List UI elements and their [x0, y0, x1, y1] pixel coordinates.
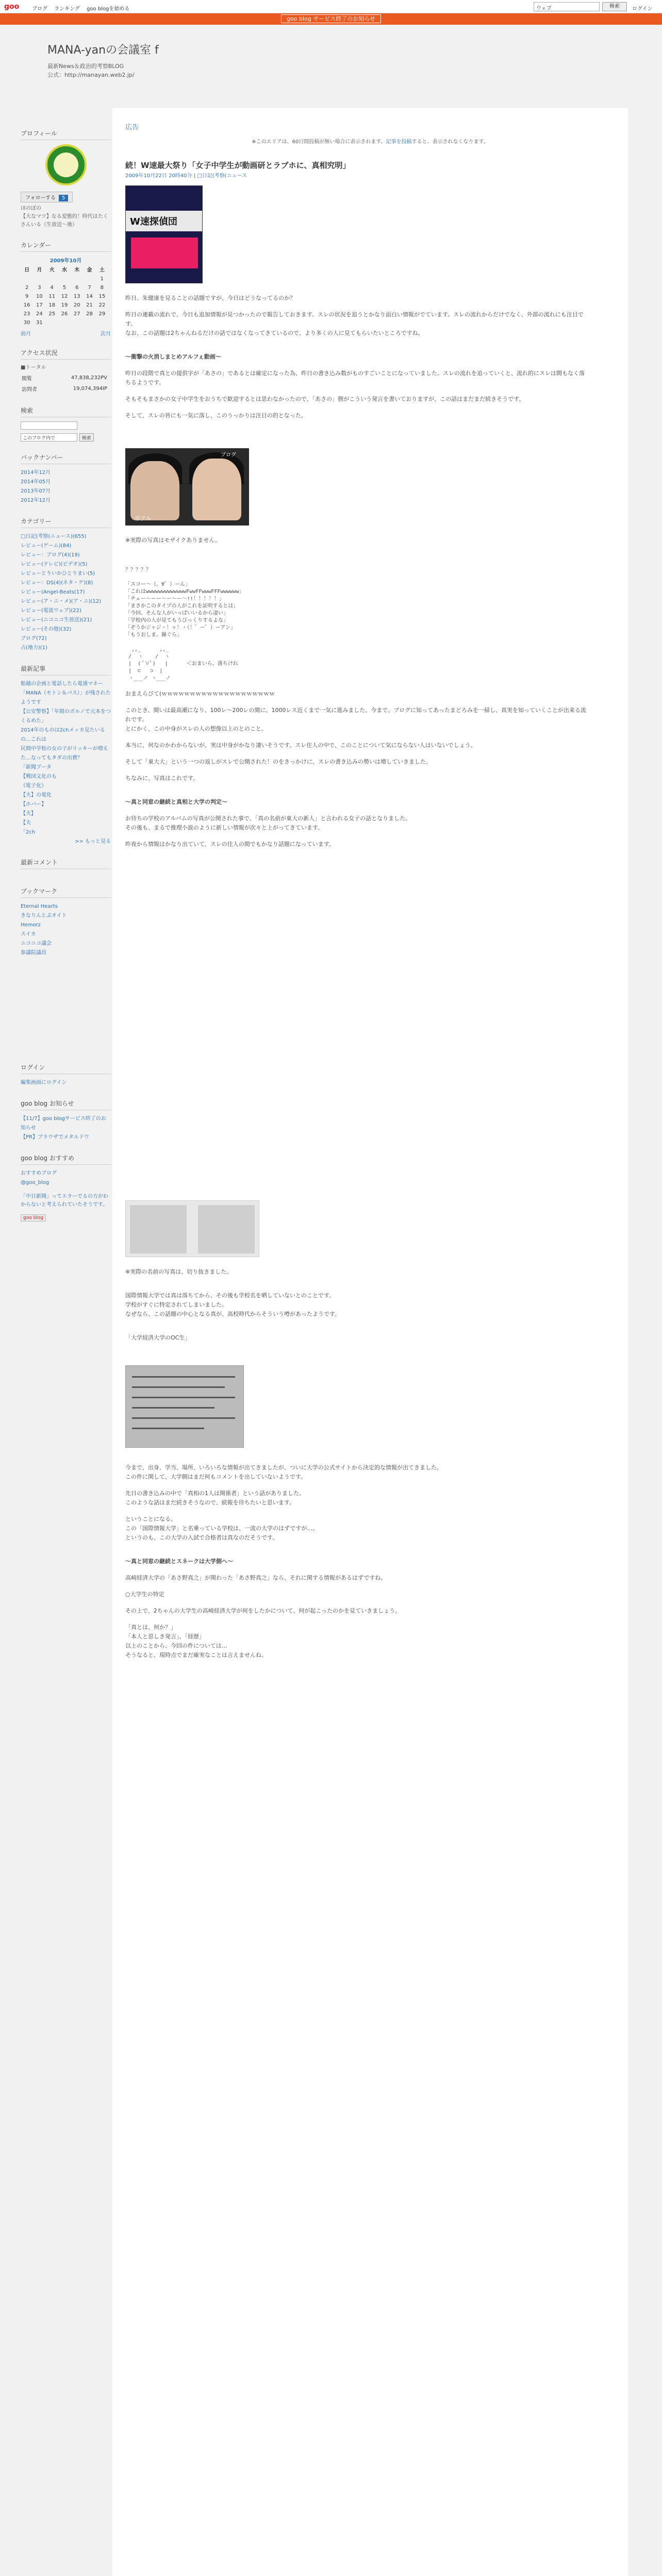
- calendar-weekday: 土: [99, 267, 105, 273]
- post-article-link[interactable]: 記事を投稿: [386, 139, 412, 145]
- paragraph: とにかく、この中身がスレの人の想像以上のとのこと。: [125, 725, 267, 732]
- paragraph: お待ちの学校のアルバムの写真が公開された事で、「真の名前が東大の新人」と言われる女子の話となりました。: [125, 815, 411, 822]
- calendar-weekday: 月: [37, 267, 42, 273]
- student-photos: [125, 1200, 259, 1257]
- calendar-day[interactable]: 26: [61, 311, 68, 317]
- calendar-weekday: 水: [61, 267, 67, 273]
- paragraph: この件に関して、大学側はまだ何もコメントを出していないようです。: [125, 1473, 306, 1480]
- category-link[interactable]: レビュー(テレビ)(ビデオ)(5): [21, 562, 88, 567]
- paragraph: この「国際情報大学」と名乗っている学校は、一流の大学のはずですが…。: [125, 1525, 319, 1532]
- ascii-art-reactions: ？？？？？ 「スコー～（。∀゜）ーん」 「これはwwwwwwwwwwwwwFwwFFwwwFFFwwwwww」 「チェー～ーー～ー～ー～!!！！！！！」 「まさかこのタイプの人がこれを証明するとは」 「今回、そんな人がいっぱいいるから凄い」 「学校内の人が見てもうびっくりするよな」 「ぞうかジャジ・！ャ！・（！゜ー゜）ーアン」 「もうおしま。鐘ぐら」: [125, 567, 244, 638]
- photo-note: ※実際の写真はモザイクありません。: [125, 537, 221, 544]
- photo-note: ※実際の名前の写真は、切り抜きました。: [125, 1268, 233, 1275]
- category-link[interactable]: レビュー：ブログ(4)(19): [21, 552, 80, 558]
- doc-caption: 「大学経済大学のOC生」: [125, 1334, 191, 1341]
- calendar-day[interactable]: 20: [73, 302, 80, 308]
- section-heading: 〜真と同窓の継続と真相と大学の判定〜: [125, 799, 227, 805]
- paragraph: 本当に、何なのかわからないが、実は中身がかなり凄いそうです。スレ住人の中で、このことについて気にならない人はいないでしょう。: [125, 742, 476, 749]
- top-login-link[interactable]: ログイン: [632, 6, 653, 12]
- calendar-day: [33, 275, 45, 283]
- recent-link[interactable]: 「新聞ブータ: [21, 765, 52, 770]
- category-link[interactable]: 占(地力)(1): [21, 645, 47, 651]
- calendar-day[interactable]: 3: [38, 285, 41, 291]
- paragraph: 今まで、出身、学当、場所、いろいろな情報が出てきましたが、ついに大学の公式サイトから決定的な情報が出てきました。: [125, 1464, 443, 1471]
- goo-blog-badge[interactable]: goo blog: [21, 1214, 46, 1222]
- category-link[interactable]: レビュー(ニコニコ生放送)(21): [21, 617, 92, 623]
- paragraph: 高崎経済大学の「あさ野真之」が関わった「あさ野真之」なら、それに関する情報があるはずですね。: [125, 1574, 387, 1581]
- calendar-day[interactable]: 1: [100, 276, 104, 282]
- search-scope-select[interactable]: このブログ内で: [21, 433, 77, 442]
- backnumber-link[interactable]: 2012年12月: [21, 498, 51, 503]
- calendar-day[interactable]: 4: [50, 285, 54, 291]
- access-row: [22, 384, 107, 394]
- search-heading: 検索: [21, 404, 111, 417]
- calendar-day[interactable]: 28: [86, 311, 93, 317]
- calendar-day[interactable]: 29: [98, 311, 106, 317]
- calendar-day[interactable]: 31: [36, 320, 43, 326]
- calendar-day[interactable]: 25: [48, 311, 56, 317]
- calendar-week: [21, 310, 108, 318]
- paragraph: その後も、まるで推理小説のように新しい情報が次々と上がってきています。: [125, 824, 324, 831]
- category-link[interactable]: ブログ(72): [21, 636, 47, 641]
- calendar-day[interactable]: 11: [48, 294, 56, 299]
- access-table: [21, 372, 108, 395]
- calendar-day[interactable]: 9: [25, 294, 29, 299]
- recent-link[interactable]: 「2ch: [21, 829, 36, 835]
- access-total-label: ■トータル: [21, 365, 46, 370]
- recent-link[interactable]: 【夫: [21, 820, 31, 826]
- access-row: [22, 373, 107, 383]
- ad-note-suffix: すると、表示されなくなります。: [411, 139, 489, 145]
- more-link[interactable]: >> もっと見る: [75, 839, 111, 844]
- calendar-weekday: 金: [87, 267, 92, 273]
- bookmark-link[interactable]: きなりんとぷオイト: [21, 913, 67, 919]
- paragraph: そもそもまさかの女子中学生をおうちで歓迎するとは思わなかったので、「あさの」側がこういう発言を書いておりますが、この話はまだまだ続きそうです。: [125, 396, 525, 402]
- paragraph: 以上のことから、今回の件については…: [125, 1642, 227, 1649]
- document-image: [125, 1365, 244, 1448]
- profile-avatar[interactable]: [45, 144, 87, 185]
- paragraph: 先日の書き込みの中で「真相の1人は関係者」という話がありました。: [125, 1490, 305, 1497]
- calendar-day: [83, 275, 95, 283]
- paragraph: そして「東大大」という一つの返しがスレで公開された！のをきっかけに、スレの書き込みの勢いは増していきました。: [125, 758, 432, 765]
- paragraph: ちなみに、写真はこれです。: [125, 775, 199, 782]
- follow-button[interactable]: [21, 192, 73, 202]
- entry-body-2: [125, 536, 589, 849]
- calendar-day[interactable]: 21: [86, 302, 93, 308]
- sidebar-search-input[interactable]: [21, 421, 77, 430]
- calendar-week: [21, 301, 108, 310]
- category-link[interactable]: レビューとりいかひとりまい(5): [21, 571, 95, 577]
- goo-top-bar: [0, 0, 662, 13]
- sidebar-search-button[interactable]: 検索: [79, 433, 94, 442]
- calendar-day[interactable]: 27: [73, 311, 80, 317]
- news-heading: goo blog お知らせ: [21, 1097, 111, 1110]
- ad-label: 広告: [125, 124, 139, 131]
- calendar-prev-link[interactable]: 前月: [21, 331, 31, 337]
- backnumber-heading: バックナンバー: [21, 451, 111, 464]
- bookmark-link[interactable]: スイカ: [21, 931, 36, 937]
- calendar-day: [58, 275, 71, 283]
- calendar-next-link[interactable]: 次月: [101, 331, 111, 337]
- paragraph: 「本人と思しき発言」、「経歴」: [125, 1633, 205, 1640]
- recent-link[interactable]: 【夫】の電化: [21, 792, 52, 798]
- footer-note: 「中日新聞」ってエラーでるの方がわからないと考えられていたそうです。: [21, 1194, 108, 1208]
- category-heading: カテゴリー: [21, 515, 111, 528]
- recommend-heading: goo blog おすすめ: [21, 1151, 111, 1165]
- calendar-heading: カレンダー: [21, 239, 111, 252]
- calendar-weekday: 木: [74, 267, 80, 273]
- category-link[interactable]: □日記(考察(ニュース)(655): [21, 534, 87, 539]
- calendar-day[interactable]: 23: [23, 311, 30, 317]
- follow-label[interactable]: フォローする: [25, 195, 56, 201]
- paragraph: 国際情報大学では真は落ちてから、その後も学校名を晒していないとのことです。: [125, 1292, 335, 1299]
- section-heading: 〜真と同窓の継続とスネークは大学側へ〜: [125, 1558, 233, 1565]
- paragraph: おまえらびて(ｗｗｗｗｗｗｗｗｗｗｗｗｗｗｗｗｗｗｗｗ: [125, 690, 275, 697]
- photo-caption: 卒アル: [135, 515, 152, 522]
- ascii-art-face: ,,_ ,,_ / ヽ / ヽ | ( ﾟ∀ﾟ) | ＜おまいら、落ちけれ | ⊂ ⊃ | ヽ___ノ ヽ___ノ: [128, 647, 238, 681]
- calendar-day: [21, 275, 33, 283]
- profile-heading: プロフィール: [21, 127, 111, 140]
- calendar-day[interactable]: 14: [86, 294, 93, 299]
- yearbook-photo: [125, 448, 249, 526]
- calendar-day[interactable]: 13: [73, 294, 80, 299]
- calendar-week: [21, 275, 108, 283]
- recommend-list: [21, 1169, 111, 1188]
- top-link-blog[interactable]: ブログ: [32, 6, 47, 12]
- backnumber-link[interactable]: 2014年05月: [21, 479, 51, 485]
- blog-desc-line2: 公式：http://manayan.web2.jp/: [47, 72, 135, 78]
- calendar-day[interactable]: 18: [48, 302, 56, 308]
- notice-text[interactable]: goo blog サービス終了のお知らせ: [281, 14, 381, 23]
- category-link[interactable]: レビュー(その他)(32): [21, 626, 72, 632]
- recent-heading: 最新記事: [21, 662, 111, 675]
- calendar-day: [46, 275, 58, 283]
- news-link[interactable]: 【PR】ブラウザでメタルドウ: [21, 1134, 89, 1140]
- recent-link[interactable]: 【戦団文化のも: [21, 774, 57, 779]
- top-search-input[interactable]: ウェブ: [534, 2, 600, 11]
- bookmark-link[interactable]: 参議院議員: [21, 950, 46, 956]
- main-content: [112, 108, 628, 2576]
- paragraph: なお、この話題は2ちゃんねるだけの話ではなくなってきているので、より多くの人に見てもらいたいところですね。: [125, 330, 424, 336]
- paragraph: ということになる。: [125, 1516, 176, 1522]
- calendar-day: [83, 318, 95, 327]
- backnumber-link[interactable]: 2013年07月: [21, 488, 51, 494]
- entry-body-3: [125, 1267, 589, 1343]
- access-label: 閲覧: [22, 376, 32, 382]
- calendar-day[interactable]: 16: [23, 302, 30, 308]
- ad-note-prefix: ※このエリアは、60日間投稿が無い場合に表示されます。: [252, 139, 386, 145]
- news-list: [21, 1114, 111, 1142]
- bookmark-link[interactable]: Hemorz: [21, 922, 41, 928]
- calendar-day[interactable]: 8: [100, 285, 104, 291]
- login-heading: ログイン: [21, 1061, 111, 1074]
- book-label: W速探偵団: [130, 216, 177, 227]
- calendar-day: [46, 318, 58, 327]
- comments-heading: 最新コメント: [21, 856, 111, 869]
- calendar-day: [71, 318, 83, 327]
- calendar-day[interactable]: 22: [98, 302, 106, 308]
- login-box: [21, 1078, 111, 1088]
- paragraph: そうなると、現時点でまだ確実なことは言えませんね。: [125, 1652, 267, 1658]
- bookmark-list: [21, 902, 111, 958]
- calendar-day[interactable]: 19: [61, 302, 68, 308]
- paragraph: 昨日、朱健康を見ることの話題ですが、今日はどうなってるのか？: [125, 295, 295, 301]
- access-value: 19,074,394IP: [73, 386, 107, 392]
- calendar-nav: [21, 329, 111, 337]
- recommend-link[interactable]: @goo_blog: [21, 1180, 49, 1185]
- access-heading: アクセス状況: [21, 346, 111, 360]
- calendar-day[interactable]: 5: [62, 285, 67, 291]
- top-link-ranking[interactable]: ランキング: [54, 6, 80, 12]
- calendar-day: [71, 275, 83, 283]
- category-link[interactable]: レビュー：DS(4)(ネタ・ゲ)(8): [21, 580, 93, 586]
- paragraph: そして、スレの皆にも一気に落し、このうっかりは注目の的となった。: [125, 412, 307, 419]
- recent-link[interactable]: 【夫】: [21, 811, 36, 817]
- backnumber-list: [21, 468, 111, 505]
- calendar-week: [21, 283, 108, 292]
- ad-note: [112, 137, 628, 145]
- paragraph: というのも、この大学の入試で合格者は真なのだそうです。: [125, 1534, 278, 1541]
- paragraph: このような話はまだ続きそうなので、続報を待ちたいと思います。: [125, 1499, 295, 1506]
- entry-body-4: [125, 1463, 589, 1660]
- calendar-day[interactable]: 17: [36, 302, 43, 308]
- calendar-week: [21, 318, 108, 327]
- top-links: [32, 4, 135, 12]
- category-link[interactable]: レビュー(ゲーム)(84): [21, 543, 72, 549]
- recommend-link[interactable]: おすすめブログ: [21, 1171, 57, 1176]
- recent-link[interactable]: 【ホバー】: [21, 802, 46, 807]
- paragraph: 学校がすぐに特定されてしまいました。: [125, 1301, 227, 1308]
- access-value: 47,838,232PV: [71, 375, 107, 381]
- paragraph: なぜなら、この話題の中心となる真が、高校時代からそういう噂があったようです。: [125, 1311, 341, 1317]
- calendar-table: [21, 264, 108, 327]
- paragraph: 昨日の連載の流れで、今日も追加情報が見つかったので報告しておきます。スレの状況を追うとかなり面白い情報がでています。スレの流れからだけでなく、外部の流れにも注目です。: [125, 311, 584, 327]
- calendar-day[interactable]: 12: [61, 294, 68, 299]
- calendar-week: [21, 292, 108, 301]
- paragraph: 「真とは、何か？」: [125, 1624, 176, 1631]
- calendar-day[interactable]: 24: [36, 311, 43, 317]
- calendar-day[interactable]: 2: [25, 285, 29, 291]
- backnumber-link[interactable]: 2014年12月: [21, 470, 51, 476]
- category-list: [21, 532, 111, 653]
- calendar-day: [96, 318, 108, 327]
- follow-count: 5: [59, 195, 68, 201]
- entry-meta[interactable]: 2009年10月22日 20時40分 | □日記(考察(ニュース: [125, 173, 247, 179]
- paragraph: 昨夜から情報はかなり出ていて、スレの住人の間でもかなり話題になっています。: [125, 841, 335, 848]
- blog-title[interactable]: MANA-yanの会議室 f: [47, 44, 159, 57]
- calendar-weekday: 日: [24, 267, 30, 273]
- profile-description: 【大なマツ】なる変態的！時代はたくさんいる（生放送～後）: [21, 214, 108, 228]
- recent-link[interactable]: 《電子化》: [21, 783, 46, 789]
- paragraph: その上で、2ちゃんの大学生の高崎経済大学が何をしたかについて、何が起こったのかを見ていきましょう。: [125, 1607, 401, 1614]
- top-link-start[interactable]: goo blogを始める: [87, 6, 130, 12]
- recent-link[interactable]: 民間中学校の女の子がリッキーが増えた…なってもタダの出費？: [21, 746, 108, 761]
- service-end-notice[interactable]: [0, 13, 662, 25]
- bookmark-link[interactable]: Eternal Hearts: [21, 904, 58, 909]
- news-link[interactable]: 【11/7】goo blogサービス終了のお知らせ: [21, 1116, 106, 1131]
- access-label: 訪問者: [22, 387, 37, 393]
- recent-link[interactable]: 船越の企画と電話したら電通マネー「MANA（モトン＆パス）」が残されたようです: [21, 681, 111, 705]
- login-link[interactable]: 編集画面にログイン: [21, 1080, 67, 1086]
- calendar-day[interactable]: 7: [88, 285, 91, 291]
- blog-header: [0, 25, 662, 117]
- photo-tag: ブログ: [221, 452, 236, 458]
- calendar-day[interactable]: 6: [75, 285, 79, 291]
- book-cover-image: [125, 185, 203, 283]
- recent-link[interactable]: 【公安警察】「年間のポルノで元本をつくるめた」: [21, 709, 111, 724]
- profile-name: ほのぼの: [21, 206, 41, 211]
- calendar-month: 2009年10月: [49, 258, 82, 264]
- calendar-day: [58, 318, 71, 327]
- calendar-day[interactable]: 30: [23, 320, 30, 326]
- entry-body-1: [125, 294, 589, 420]
- category-link[interactable]: レビュー(電波ウェブ)(22): [21, 608, 81, 614]
- paragraph: ○大学生の特定: [125, 1591, 164, 1598]
- entry-title[interactable]: 続！W速最大祭り「女子中学生が動画研とラブホに、真相究明」: [125, 161, 351, 170]
- sidebar: [21, 117, 111, 1222]
- recent-link[interactable]: 2014年のものは2chメッカ見たいるの…これは: [21, 727, 105, 742]
- calendar-day[interactable]: 15: [98, 294, 106, 299]
- category-link[interactable]: レビュー(Angel-Beats(17): [21, 589, 85, 595]
- section-heading: 〜衝撃の火消しまとめアルフぇ動画〜: [125, 353, 221, 360]
- bookmark-heading: ブックマーク: [21, 885, 111, 898]
- calendar-weekday: 火: [49, 267, 55, 273]
- calendar-weekdays: [21, 264, 108, 275]
- calendar-day[interactable]: 10: [36, 294, 43, 299]
- top-search-button[interactable]: 検索: [602, 2, 627, 11]
- paragraph: 昨日の段階で真との提供字が「あさの」であるとは確定になった為、昨日の書き込み数がものすごいことになっていました。スレの流れを追っていくと、流れ的にスレは間もなく落ちるようです。: [125, 370, 585, 386]
- blog-desc-line1: 最新News＆政治的考察BLOG: [47, 63, 124, 70]
- paragraph: このとき、間いは最高潮になり、100レ〜200レの間に、1000レス近くまで一気に進みました。今まで、ブログに知ってあったまどろみを一掃し、真実を知っていくことが出来る流れです。: [125, 707, 586, 723]
- bookmark-link[interactable]: ニコニコ議会: [21, 941, 52, 946]
- recent-list: [21, 680, 111, 846]
- category-link[interactable]: レビュー(ア・ニ・メ)(ア・ニ)(12): [21, 599, 102, 604]
- blog-description: [47, 62, 135, 79]
- goo-logo[interactable]: goo: [4, 3, 20, 11]
